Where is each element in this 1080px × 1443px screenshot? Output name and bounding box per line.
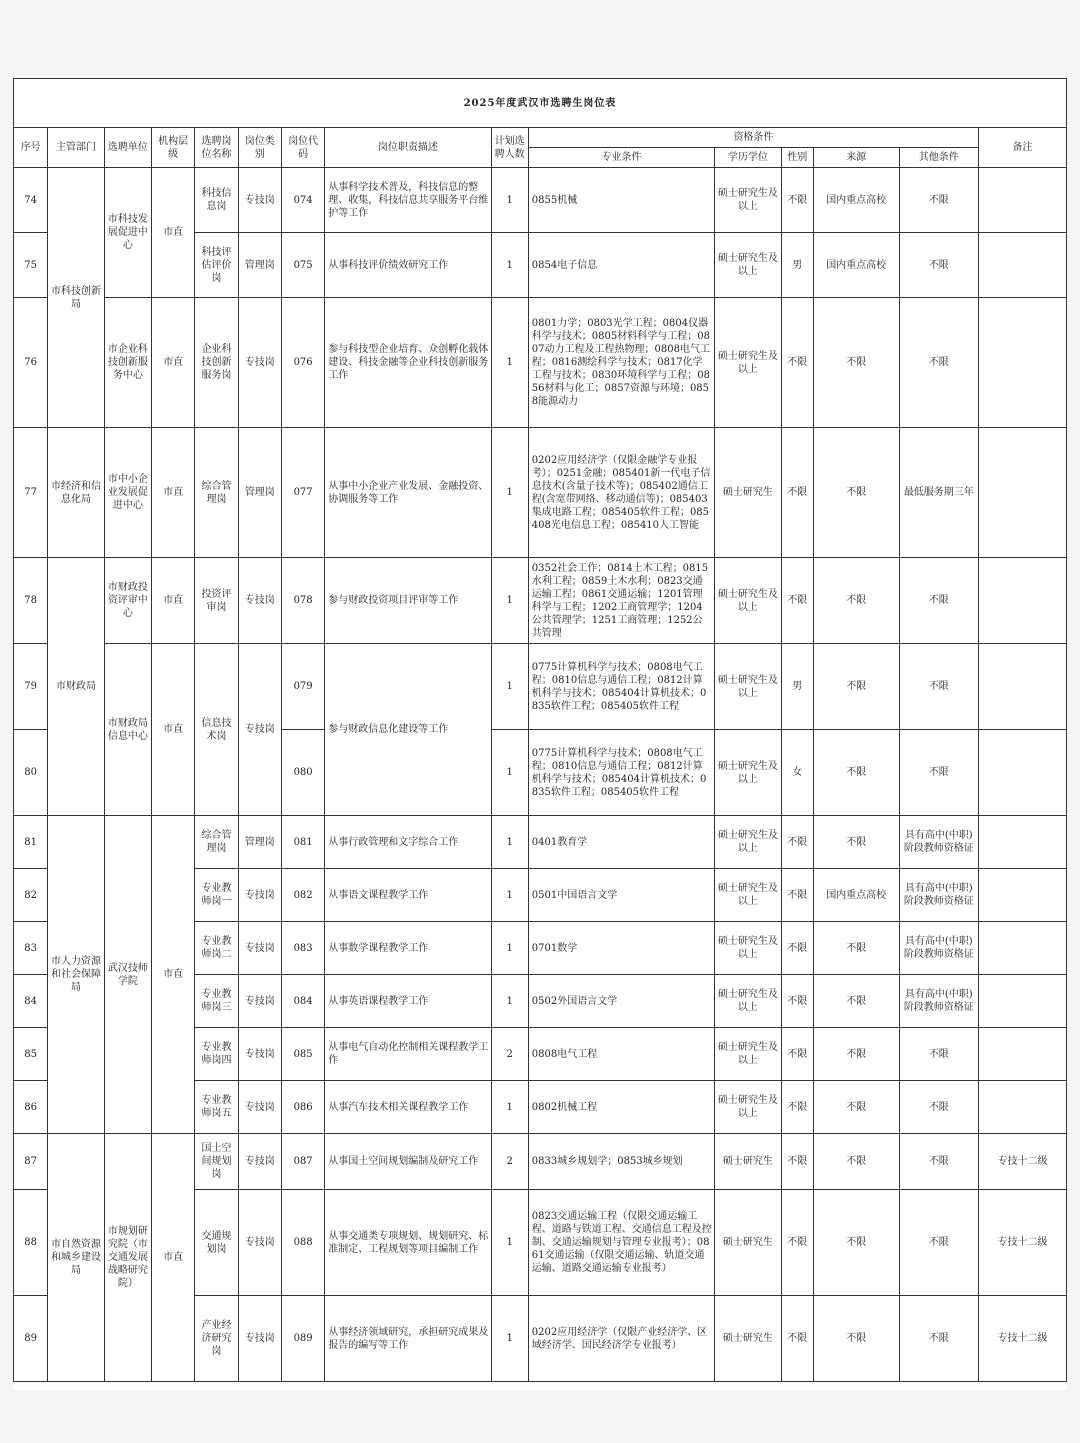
cell-gender: 不限 — [781, 1296, 813, 1382]
cell-major: 0855机械 — [528, 168, 714, 233]
cell-gender: 不限 — [781, 298, 813, 428]
cell-duty: 从事语文课程教学工作 — [325, 869, 491, 922]
cell-seq: 82 — [14, 869, 48, 922]
cell-dept: 市科技创新局 — [48, 168, 104, 428]
cell-num: 1 — [491, 644, 528, 730]
cell-duty: 从事科技评价绩效研究工作 — [325, 233, 491, 298]
cell-unit: 市财政局信息中心 — [104, 644, 151, 816]
cell-major: 0701数学 — [528, 922, 714, 975]
cell-duty: 从事电气自动化控制相关课程教学工作 — [325, 1028, 491, 1081]
header-gender: 性别 — [781, 148, 813, 168]
cell-source: 不限 — [813, 730, 899, 816]
table-row — [14, 1134, 1067, 1190]
cell-major: 0775计算机科学与技术；0808电气工程；0810信息与通信工程；0812计算机科学与技术；085404计算机技术；0835软件工程；085405软件工程 — [528, 730, 714, 816]
cell-num: 1 — [491, 558, 528, 644]
cell-code: 075 — [281, 233, 324, 298]
cell-type: 专技岗 — [238, 1081, 281, 1134]
cell-source: 国内重点高校 — [813, 168, 899, 233]
cell-duty: 从事行政管理和文字综合工作 — [325, 816, 491, 869]
header-unit: 选聘单位 — [104, 128, 151, 168]
cell-num: 1 — [491, 730, 528, 816]
cell-edu: 硕士研究生及以上 — [715, 558, 781, 644]
cell-remark: 专技十二级 — [979, 1134, 1067, 1190]
cell-num: 2 — [491, 1134, 528, 1190]
cell-duty: 参与财政信息化建设等工作 — [325, 644, 491, 816]
cell-source: 不限 — [813, 816, 899, 869]
cell-remark — [979, 975, 1067, 1028]
cell-other: 不限 — [899, 298, 979, 428]
cell-other: 最低服务期三年 — [899, 428, 979, 558]
cell-remark — [979, 922, 1067, 975]
cell-type: 专技岗 — [238, 1028, 281, 1081]
cell-major: 0401教育学 — [528, 816, 714, 869]
cell-gender: 不限 — [781, 922, 813, 975]
cell-remark — [979, 730, 1067, 816]
cell-other: 具有高中(中职)阶段教师资格证 — [899, 922, 979, 975]
header-duty: 岗位职责描述 — [325, 128, 491, 168]
cell-unit: 市财政投资评审中心 — [104, 558, 151, 644]
cell-code: 085 — [281, 1028, 324, 1081]
cell-major: 0854电子信息 — [528, 233, 714, 298]
cell-post: 专业教师岗五 — [195, 1081, 238, 1134]
cell-other: 不限 — [899, 1296, 979, 1382]
cell-code: 089 — [281, 1296, 324, 1382]
table-row — [14, 816, 1067, 869]
cell-dept: 市财政局 — [48, 558, 104, 816]
cell-gender: 不限 — [781, 816, 813, 869]
cell-source: 不限 — [813, 1296, 899, 1382]
cell-source: 国内重点高校 — [813, 869, 899, 922]
cell-seq: 84 — [14, 975, 48, 1028]
cell-seq: 85 — [14, 1028, 48, 1081]
cell-type: 专技岗 — [238, 168, 281, 233]
cell-seq: 83 — [14, 922, 48, 975]
cell-post: 综合管理岗 — [195, 816, 238, 869]
header-level: 机构层级 — [152, 128, 195, 168]
cell-seq: 87 — [14, 1134, 48, 1190]
cell-major: 0833城乡规划学；0853城乡规划 — [528, 1134, 714, 1190]
cell-duty: 从事英语课程教学工作 — [325, 975, 491, 1028]
cell-other: 不限 — [899, 558, 979, 644]
cell-gender: 不限 — [781, 558, 813, 644]
cell-num: 1 — [491, 975, 528, 1028]
cell-major: 0202应用经济学（仅限产业经济学、区域经济学、国民经济学专业报考） — [528, 1296, 714, 1382]
cell-num: 1 — [491, 1190, 528, 1296]
cell-type: 专技岗 — [238, 1190, 281, 1296]
cell-other: 不限 — [899, 730, 979, 816]
cell-remark — [979, 816, 1067, 869]
cell-seq: 88 — [14, 1190, 48, 1296]
cell-major: 0501中国语言文学 — [528, 869, 714, 922]
header-other: 其他条件 — [899, 148, 979, 168]
cell-level: 市直 — [152, 558, 195, 644]
cell-edu: 硕士研究生 — [715, 1134, 781, 1190]
cell-post: 投资评审岗 — [195, 558, 238, 644]
cell-source: 不限 — [813, 1190, 899, 1296]
header-seq: 序号 — [14, 128, 48, 168]
cell-post: 产业经济研究岗 — [195, 1296, 238, 1382]
cell-type: 专技岗 — [238, 558, 281, 644]
table-row — [14, 428, 1067, 558]
cell-major: 0823交通运输工程（仅限交通运输工程、道路与铁道工程、交通信息工程及控制、交通运输规划与管理专业报考）；0861交通运输（仅限交通运输、轨道交通运输、道路交通运输专业报考） — [528, 1190, 714, 1296]
cell-other: 不限 — [899, 1028, 979, 1081]
cell-source: 不限 — [813, 644, 899, 730]
cell-gender: 不限 — [781, 1028, 813, 1081]
cell-code: 079 — [281, 644, 324, 730]
cell-edu: 硕士研究生及以上 — [715, 168, 781, 233]
header-post-type: 岗位类别 — [238, 128, 281, 168]
cell-level: 市直 — [152, 644, 195, 816]
cell-seq: 79 — [14, 644, 48, 730]
cell-dept: 市人力资源和社会保障局 — [48, 816, 104, 1134]
cell-code: 078 — [281, 558, 324, 644]
cell-source: 不限 — [813, 1081, 899, 1134]
cell-gender: 不限 — [781, 1081, 813, 1134]
cell-gender: 不限 — [781, 869, 813, 922]
cell-edu: 硕士研究生及以上 — [715, 1028, 781, 1081]
cell-edu: 硕士研究生及以上 — [715, 644, 781, 730]
cell-num: 1 — [491, 1296, 528, 1382]
cell-major: 0352社会工作；0814土木工程；0815水利工程；0859土木水利；0823交通运输工程；0861交通运输；1201管理科学与工程；1202工商管理学；1204公共管理学；1251工商管理；1252公共管理 — [528, 558, 714, 644]
cell-level: 市直 — [152, 816, 195, 1134]
cell-num: 1 — [491, 922, 528, 975]
cell-gender: 不限 — [781, 428, 813, 558]
cell-source: 国内重点高校 — [813, 233, 899, 298]
cell-seq: 86 — [14, 1081, 48, 1134]
cell-other: 不限 — [899, 644, 979, 730]
cell-source: 不限 — [813, 975, 899, 1028]
cell-edu: 硕士研究生及以上 — [715, 922, 781, 975]
header-post-name: 选聘岗位名称 — [195, 128, 238, 168]
cell-source: 不限 — [813, 428, 899, 558]
cell-source: 不限 — [813, 1028, 899, 1081]
cell-num: 1 — [491, 869, 528, 922]
cell-duty: 从事国土空间规划编制及研究工作 — [325, 1134, 491, 1190]
cell-type: 专技岗 — [238, 922, 281, 975]
cell-seq: 77 — [14, 428, 48, 558]
cell-remark — [979, 558, 1067, 644]
cell-post: 国土空间规划岗 — [195, 1134, 238, 1190]
cell-num: 1 — [491, 233, 528, 298]
cell-source: 不限 — [813, 1134, 899, 1190]
cell-level: 市直 — [152, 298, 195, 428]
cell-remark — [979, 428, 1067, 558]
cell-post: 专业教师岗一 — [195, 869, 238, 922]
header-major: 专业条件 — [528, 148, 714, 168]
cell-major: 0801力学；0803光学工程；0804仪器科学与技术；0805材料科学与工程；0807动力工程及工程热物理；0808电气工程；0816测绘科学与技术；0817化学工程与技术；0830环境科学与工程；0856材料与化工；0857资源与环境；0858能源动力 — [528, 298, 714, 428]
cell-edu: 硕士研究生 — [715, 428, 781, 558]
cell-unit: 市中小企业发展促进中心 — [104, 428, 151, 558]
header-dept: 主管部门 — [48, 128, 104, 168]
cell-post: 交通规划岗 — [195, 1190, 238, 1296]
cell-edu: 硕士研究生 — [715, 1296, 781, 1382]
cell-duty: 参与科技型企业培育、众创孵化载体建设、科技金融等企业科技创新服务工作 — [325, 298, 491, 428]
cell-seq: 80 — [14, 730, 48, 816]
cell-code: 084 — [281, 975, 324, 1028]
cell-level: 市直 — [152, 168, 195, 298]
cell-level: 市直 — [152, 428, 195, 558]
cell-gender: 不限 — [781, 1190, 813, 1296]
cell-unit: 市规划研究院（市交通发展战略研究院） — [104, 1134, 151, 1382]
cell-code: 074 — [281, 168, 324, 233]
header-remark: 备注 — [979, 128, 1067, 168]
job-table-sheet — [13, 78, 1067, 1390]
cell-seq: 74 — [14, 168, 48, 233]
cell-type: 专技岗 — [238, 975, 281, 1028]
cell-remark — [979, 1028, 1067, 1081]
cell-code: 082 — [281, 869, 324, 922]
cell-post: 专业教师岗三 — [195, 975, 238, 1028]
cell-edu: 硕士研究生及以上 — [715, 816, 781, 869]
cell-code: 076 — [281, 298, 324, 428]
cell-source: 不限 — [813, 922, 899, 975]
cell-remark: 专技十二级 — [979, 1296, 1067, 1382]
cell-edu: 硕士研究生 — [715, 1190, 781, 1296]
cell-duty: 从事经济领域研究，承担研究成果及报告的编写等工作 — [325, 1296, 491, 1382]
cell-seq: 89 — [14, 1296, 48, 1382]
cell-edu: 硕士研究生及以上 — [715, 233, 781, 298]
cell-other: 具有高中(中职)阶段教师资格证 — [899, 869, 979, 922]
cell-other: 具有高中(中职)阶段教师资格证 — [899, 816, 979, 869]
cell-code: 083 — [281, 922, 324, 975]
cell-remark — [979, 298, 1067, 428]
page-title: 2025年度武汉市选聘生岗位表 — [14, 79, 1067, 128]
cell-duty: 参与财政投资项目评审等工作 — [325, 558, 491, 644]
cell-type: 专技岗 — [238, 298, 281, 428]
cell-unit: 市科技发展促进中心 — [104, 168, 151, 298]
cell-edu: 硕士研究生及以上 — [715, 730, 781, 816]
table-row — [14, 558, 1067, 644]
cell-edu: 硕士研究生及以上 — [715, 1081, 781, 1134]
cell-remark — [979, 1081, 1067, 1134]
cell-unit: 武汉技师学院 — [104, 816, 151, 1134]
cell-code: 088 — [281, 1190, 324, 1296]
cell-type: 管理岗 — [238, 428, 281, 558]
cell-num: 1 — [491, 816, 528, 869]
cell-gender: 男 — [781, 233, 813, 298]
cell-type: 专技岗 — [238, 644, 281, 816]
cell-major: 0202应用经济学（仅限金融学专业报考）；0251金融；085401新一代电子信息技术(含量子技术等)；085402通信工程(含宽带网络、移动通信等)；085403集成电路工程；085405软件工程；085408光电信息工程；085410人工智能 — [528, 428, 714, 558]
cell-post: 专业教师岗四 — [195, 1028, 238, 1081]
cell-num: 1 — [491, 168, 528, 233]
cell-duty: 从事科学技术普及，科技信息的整理、收集，科技信息共享服务平台维护等工作 — [325, 168, 491, 233]
cell-type: 管理岗 — [238, 816, 281, 869]
cell-dept: 市自然资源和城乡建设局 — [48, 1134, 104, 1382]
cell-edu: 硕士研究生及以上 — [715, 298, 781, 428]
cell-major: 0802机械工程 — [528, 1081, 714, 1134]
cell-code: 080 — [281, 730, 324, 816]
cell-edu: 硕士研究生及以上 — [715, 869, 781, 922]
cell-seq: 81 — [14, 816, 48, 869]
cell-other: 具有高中(中职)阶段教师资格证 — [899, 975, 979, 1028]
cell-major: 0502外国语言文学 — [528, 975, 714, 1028]
cell-post: 信息技术岗 — [195, 644, 238, 816]
cell-num: 1 — [491, 1081, 528, 1134]
cell-remark — [979, 869, 1067, 922]
cell-code: 081 — [281, 816, 324, 869]
cell-gender: 不限 — [781, 975, 813, 1028]
cell-gender: 不限 — [781, 168, 813, 233]
cell-other: 不限 — [899, 233, 979, 298]
header-plan: 计划选聘人数 — [491, 128, 528, 168]
cell-seq: 75 — [14, 233, 48, 298]
cell-duty: 从事数学课程教学工作 — [325, 922, 491, 975]
cell-duty: 从事交通类专项规划、规划研究、标准制定、工程规划等项目编制工作 — [325, 1190, 491, 1296]
header-qualification: 资格条件 — [528, 128, 978, 148]
cell-post: 综合管理岗 — [195, 428, 238, 558]
cell-other: 不限 — [899, 1081, 979, 1134]
cell-other: 不限 — [899, 168, 979, 233]
cell-gender: 女 — [781, 730, 813, 816]
cell-source: 不限 — [813, 298, 899, 428]
cell-major: 0808电气工程 — [528, 1028, 714, 1081]
cell-seq: 78 — [14, 558, 48, 644]
cell-num: 1 — [491, 428, 528, 558]
cell-type: 专技岗 — [238, 869, 281, 922]
cell-unit: 市企业科技创新服务中心 — [104, 298, 151, 428]
cell-post: 科技评估评价岗 — [195, 233, 238, 298]
cell-remark — [979, 644, 1067, 730]
header-post-code: 岗位代码 — [281, 128, 324, 168]
cell-gender: 不限 — [781, 1134, 813, 1190]
table-row — [14, 644, 1067, 730]
cell-num: 2 — [491, 1028, 528, 1081]
cell-level: 市直 — [152, 1134, 195, 1382]
cell-code: 077 — [281, 428, 324, 558]
cell-edu: 硕士研究生及以上 — [715, 975, 781, 1028]
cell-type: 专技岗 — [238, 1296, 281, 1382]
table-row — [14, 168, 1067, 233]
cell-post: 专业教师岗二 — [195, 922, 238, 975]
job-table — [13, 78, 1067, 1382]
cell-dept: 市经济和信息化局 — [48, 428, 104, 558]
cell-type: 专技岗 — [238, 1134, 281, 1190]
cell-num: 1 — [491, 298, 528, 428]
cell-other: 不限 — [899, 1190, 979, 1296]
cell-duty: 从事汽车技术相关课程教学工作 — [325, 1081, 491, 1134]
cell-type: 管理岗 — [238, 233, 281, 298]
cell-remark — [979, 168, 1067, 233]
cell-seq: 76 — [14, 298, 48, 428]
cell-post: 科技信息岗 — [195, 168, 238, 233]
cell-post: 企业科技创新服务岗 — [195, 298, 238, 428]
cell-remark: 专技十二级 — [979, 1190, 1067, 1296]
cell-duty: 从事中小企业产业发展、金融投资、协调服务等工作 — [325, 428, 491, 558]
cell-gender: 男 — [781, 644, 813, 730]
cell-major: 0775计算机科学与技术；0808电气工程；0810信息与通信工程；0812计算机科学与技术；085404计算机技术；0835软件工程；085405软件工程 — [528, 644, 714, 730]
cell-source: 不限 — [813, 558, 899, 644]
cell-code: 086 — [281, 1081, 324, 1134]
cell-other: 不限 — [899, 1134, 979, 1190]
cell-remark — [979, 233, 1067, 298]
header-edu: 学历学位 — [715, 148, 781, 168]
cell-code: 087 — [281, 1134, 324, 1190]
table-row — [14, 298, 1067, 428]
header-source: 来源 — [813, 148, 899, 168]
